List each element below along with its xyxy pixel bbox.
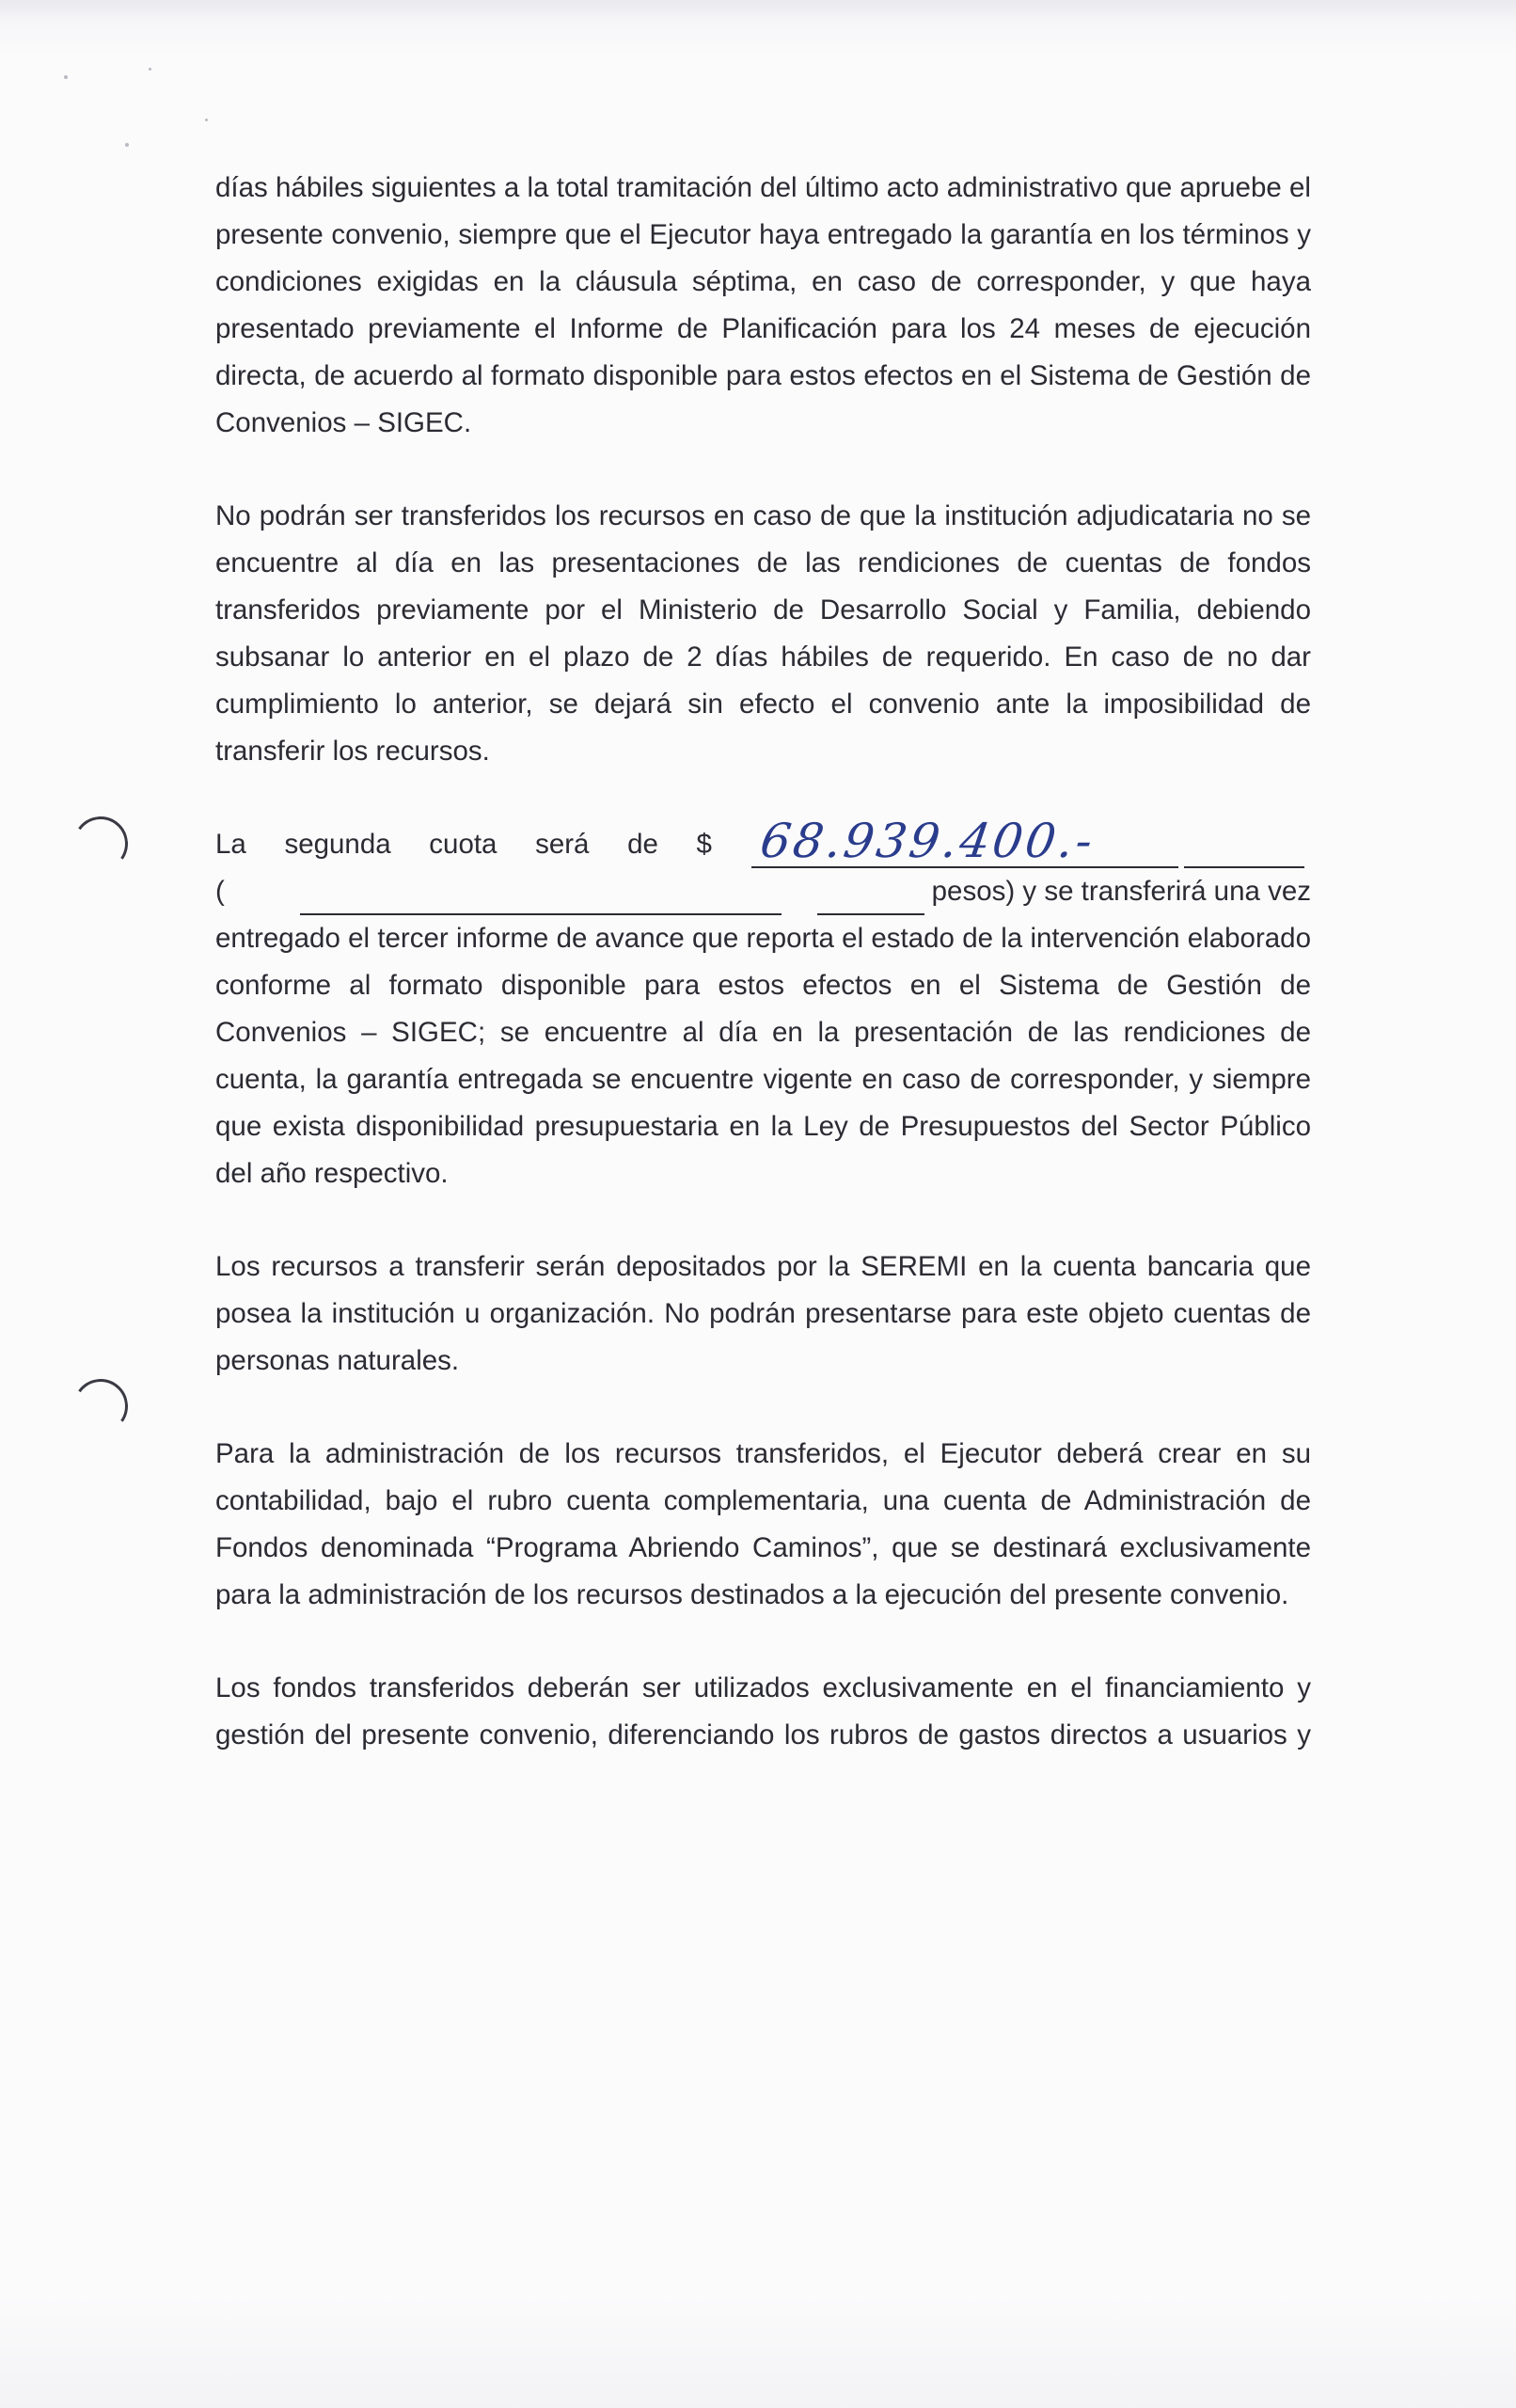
- currency-symbol: $: [696, 829, 712, 860]
- paragraph-deposit: Los recursos a transferir serán depositados por la SEREMI en la cuenta bancaria que posea la institución u organización. No podrán presentarse para este objeto cuentas de personas naturales.: [215, 1251, 1311, 1376]
- paragraph-disbursement-timing: días hábiles siguientes a la total tramitación del último acto administrativo que apruebe el presente convenio, siempre que el Ejecutor haya entregado la garantía en los términos y condiciones exigidas en la cláusula séptima, en caso de corresponder, y que haya presentado previamente el Informe de Planificación para los 24 meses de ejecución directa, de acuerdo al formato disponible para estos efectos en el Sistema de Gestión de Convenios – SIGEC.: [215, 172, 1311, 438]
- word: de: [627, 829, 658, 860]
- punch-hole-mark-bottom: [69, 1374, 132, 1437]
- amount-blank-field: [751, 814, 1178, 868]
- open-parenthesis: (: [215, 876, 225, 907]
- punch-hole-mark-top: [69, 812, 132, 875]
- word: cuota: [429, 829, 497, 860]
- word: segunda: [284, 829, 391, 860]
- amount-blank-extension: [1184, 831, 1304, 868]
- pesos-line: [215, 868, 1311, 915]
- handwritten-amount: 68.939.400.-: [756, 814, 1099, 868]
- installment-label: [215, 821, 712, 868]
- scan-speck: [149, 68, 151, 71]
- second-installment-clause: [215, 814, 1311, 1197]
- word: La: [215, 829, 246, 860]
- scan-speck: [205, 119, 208, 121]
- paragraph-funds-use: Los fondos transferidos deberán ser utilizados exclusivamente en el financiamiento y gestión del presente convenio, diferenciando los rubros de gastos directos a usuarios y: [215, 1672, 1311, 1751]
- document-body: [215, 165, 1311, 1805]
- amount-line: [215, 814, 1311, 868]
- amount-in-words-blank: [300, 868, 1311, 915]
- paragraph-installment-conditions: entregado el tercer informe de avance que reporta el estado de la intervención elaborado conforme al formato disponible para estos efectos en el Sistema de Gestión de Convenios – SIGEC; se encuentre al día en la presentación de las rendiciones de cuenta, la garantía entregada se encuentre vigente en caso de corresponder, y siempre que exista disponibilidad presupuestaria en la Ley de Presupuestos del Sector Público del año respectivo.: [215, 923, 1311, 1189]
- scan-speck: [125, 143, 129, 147]
- amount-words-blank-short: [817, 878, 924, 915]
- scan-speck: [64, 75, 68, 79]
- amount-words-blank-field: [300, 878, 782, 915]
- word: será: [535, 829, 590, 860]
- paragraph-transfer-restriction: No podrán ser transferidos los recursos en caso de que la institución adjudicataria no se encuentre al día en las presentaciones de las rendiciones de cuentas de fondos transferidos previamente por el Ministerio de Desarrollo Social y Familia, debiendo subsanar lo anterior en el plazo de 2 días hábiles de requerido. En caso de no dar cumplimiento lo anterior, se dejará sin efecto el convenio ante la imposibilidad de transferir los recursos.: [215, 500, 1311, 767]
- pesos-text: pesos) y se transferirá una vez: [931, 876, 1311, 907]
- paragraph-accounting: Para la administración de los recursos transferidos, el Ejecutor deberá crear en su contabilidad, bajo el rubro cuenta complementaria, una cuenta de Administración de Fondos denominada “Programa Abriendo Caminos”, que se destinará exclusivamente para la administración de los recursos destinados a la ejecución del presente convenio.: [215, 1438, 1311, 1610]
